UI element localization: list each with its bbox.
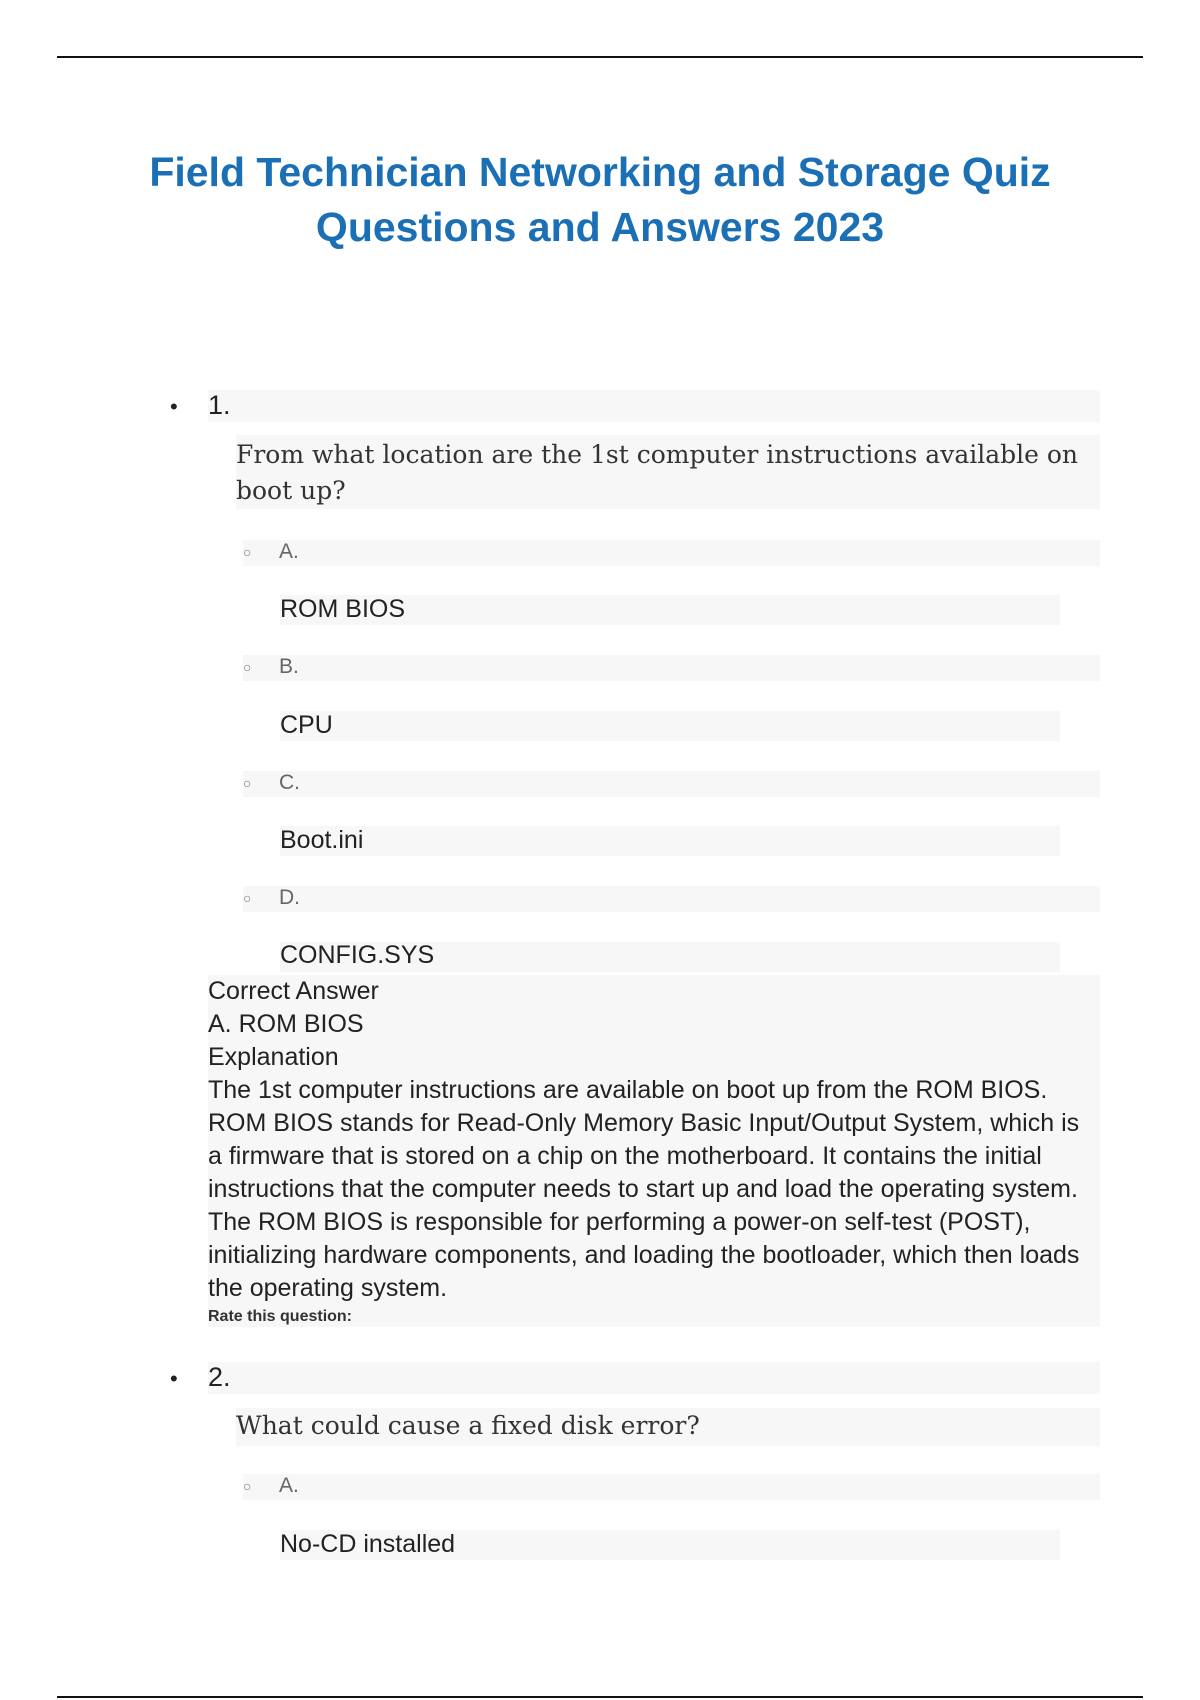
- bullet-icon: •: [170, 1365, 178, 1391]
- question-number-label: 2.: [208, 1362, 231, 1392]
- option-d[interactable]: [243, 886, 300, 910]
- question-number-band: [208, 1362, 1100, 1394]
- radio-circle-icon: ○: [243, 544, 252, 561]
- question-text: What could cause a fixed disk error?: [236, 1411, 700, 1440]
- option-a-text: ROM BIOS: [280, 595, 406, 623]
- bottom-rule: [57, 1696, 1143, 1698]
- option-letter-band: [243, 655, 1100, 681]
- option-d-text: CONFIG.SYS: [280, 941, 435, 969]
- option-letter-band: [243, 886, 1100, 912]
- explanation-label: Explanation: [208, 1043, 339, 1071]
- page-title: Field Technician Networking and Storage Quiz Questions and Answers 2023: [149, 149, 1051, 250]
- question-number-band: [208, 390, 1100, 422]
- radio-circle-icon: ○: [243, 890, 252, 907]
- option-letter: A.: [279, 540, 299, 563]
- question-number-label: 1.: [208, 390, 231, 420]
- question-text: From what location are the 1st computer instructions available on boot up?: [236, 440, 1079, 505]
- option-a-text: No-CD installed: [280, 1530, 456, 1558]
- radio-circle-icon: ○: [243, 1478, 252, 1495]
- option-c-text: Boot.ini: [280, 826, 364, 854]
- question-number: [170, 1362, 231, 1393]
- option-letter-band: [243, 540, 1100, 566]
- option-letter: C.: [279, 771, 300, 794]
- radio-circle-icon: ○: [243, 775, 252, 792]
- top-rule: [57, 56, 1143, 58]
- option-a[interactable]: [243, 1474, 299, 1498]
- option-letter: D.: [279, 886, 300, 909]
- correct-answer-value: A. ROM BIOS: [208, 1010, 364, 1038]
- explanation-text: The 1st computer instructions are available on boot up from the ROM BIOS. ROM BIOS stands for Read-Only Memory Basic Input/Output System, which is a firmware that is stored on a chip on the motherboard. It contains the initial instructions that the computer needs to start up and load the operating system. The ROM BIOS is responsible for performing a power-on self-test (POST), initializing hardware components, and loading the bootloader, which then loads the operating system.: [208, 1076, 1080, 1302]
- option-letter-band: [243, 771, 1100, 797]
- answer-section: [208, 975, 1098, 1305]
- option-text-band: [280, 711, 1060, 741]
- option-b-text: CPU: [280, 711, 333, 739]
- radio-circle-icon: ○: [243, 659, 252, 676]
- option-b[interactable]: [243, 655, 299, 679]
- bullet-icon: •: [170, 393, 178, 419]
- option-letter: B.: [279, 655, 299, 678]
- option-c[interactable]: [243, 771, 300, 795]
- question-number: [170, 390, 231, 421]
- option-text-band: [280, 826, 1060, 856]
- correct-answer-label: Correct Answer: [208, 977, 379, 1005]
- option-letter-band: [243, 1474, 1100, 1500]
- option-letter: A.: [279, 1474, 299, 1497]
- rate-question-label: Rate this question:: [208, 1308, 353, 1325]
- option-a[interactable]: [243, 540, 299, 564]
